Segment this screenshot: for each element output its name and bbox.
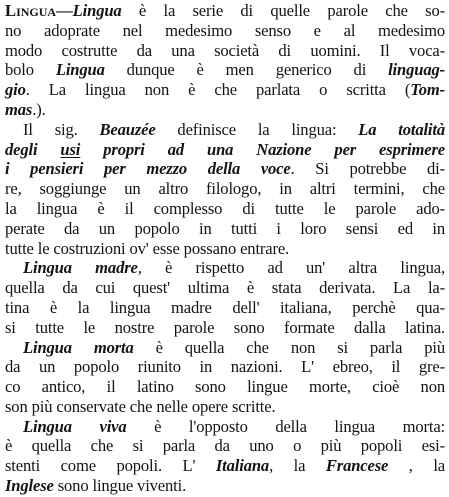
p3-line-3: tina è la lingua madre dell' italiana, perchè qua- (5, 297, 445, 317)
p4-line-3: co antico, il latino sono lingue morte, cioè non (5, 377, 445, 396)
p2-line-1 (5, 120, 445, 140)
p1-author-mas: mas (5, 100, 33, 119)
p1-line-4 (5, 60, 445, 80)
p2-text: definisce la lingua: (155, 119, 359, 139)
p5-text: , la (269, 456, 326, 476)
headword: Lingua— (5, 1, 73, 20)
p2-line-7: tutte le costruzioni ov' esse possano entrare. (5, 238, 290, 258)
p5-language-name: Italiana (215, 456, 270, 476)
p4-line-1 (5, 338, 445, 358)
p2-line-6: perate da un popolo in tutti i loro sensi ed in (5, 218, 445, 238)
p5-line-3 (5, 456, 445, 476)
p5-text: stenti come popoli. L' (5, 456, 216, 476)
p1-term-lingua: Lingua (72, 1, 122, 20)
p1-text: è la serie di quelle parole che so- (121, 1, 445, 20)
p5-line-1 (5, 417, 445, 437)
p4-term-lingua-morta: Lingua morta (23, 337, 134, 357)
p5-language-name: Francese (325, 456, 389, 476)
p3-term-lingua-madre: Lingua madre (23, 258, 138, 278)
p5-text: sono lingue viventi. (53, 476, 187, 495)
p5-line-4 (5, 476, 445, 496)
p4-line-4: son più conservate che nelle opere scritte. (5, 396, 276, 416)
p1-author-tom: Tom- (410, 80, 445, 100)
p1-line-3 (5, 41, 445, 61)
p1-term-lingua-2: Lingua (55, 60, 105, 80)
p2-quote: degli (5, 139, 61, 159)
p2-line-2 (5, 140, 445, 160)
p2-text: . Si potrebbe di- (290, 159, 445, 179)
p1-text: .). (32, 100, 46, 119)
p1-line-1 (5, 1, 445, 21)
p4-text: è quella che non si parla più (133, 337, 445, 357)
p2-quote: propri ad una Nazione per esprimere (80, 139, 445, 159)
p2-line-5: la lingua è il complesso di tutte le parole ado- (5, 198, 445, 218)
p1-text: dunque è men generico di (104, 60, 389, 80)
p2-text: Il sig. (23, 119, 100, 139)
p5-text: è quella che si parla da uno o più popoli esi- (5, 436, 445, 456)
p1-line-6 (5, 100, 445, 120)
p3-line-2: quella da cui quest' ultima è stata derivata. La la- (5, 278, 445, 298)
p1-text: no adoprate nel medesimo senso e al medesimo (5, 20, 445, 40)
p2-quote: i pensieri per mezzo della voce (5, 159, 291, 179)
p3-text: , è rispetto ad un' altra lingua, (137, 258, 445, 278)
p2-name-beauzee: Beauzée (99, 119, 156, 139)
p1-text: . La lingua non è che parlata o scritta ( (25, 80, 411, 100)
p1-text: modo costrutte da una società di uomini. Il voca- (5, 40, 445, 60)
p3-line-1 (5, 258, 445, 278)
p5-line-2 (5, 436, 445, 456)
p2-line-3 (5, 159, 445, 179)
p4-line-2: da un popolo riunito in nazioni. L' ebreo, il gre- (5, 357, 445, 377)
p2-quote: La totalità (358, 119, 445, 139)
p5-language-name: Inglese (5, 476, 54, 495)
p1-term-gio: gio (5, 80, 26, 100)
p1-line-2 (5, 21, 445, 41)
p5-term-lingua-viva: Lingua viva (23, 416, 127, 436)
p2-quote-underlined: usi (60, 139, 81, 159)
p1-text: bolo (5, 60, 56, 80)
p2-line-4: re, soggiunge un altro filologo, in altri termini, che (5, 179, 445, 199)
p3-line-4: si tutte le nostre parole sono formate dalla latina. (5, 317, 445, 337)
p1-term-linguaggio: linguag- (388, 60, 445, 80)
p5-text: è l'opposto della lingua morta: (126, 416, 445, 436)
p5-text: , la (388, 456, 445, 476)
p1-line-5 (5, 80, 445, 100)
